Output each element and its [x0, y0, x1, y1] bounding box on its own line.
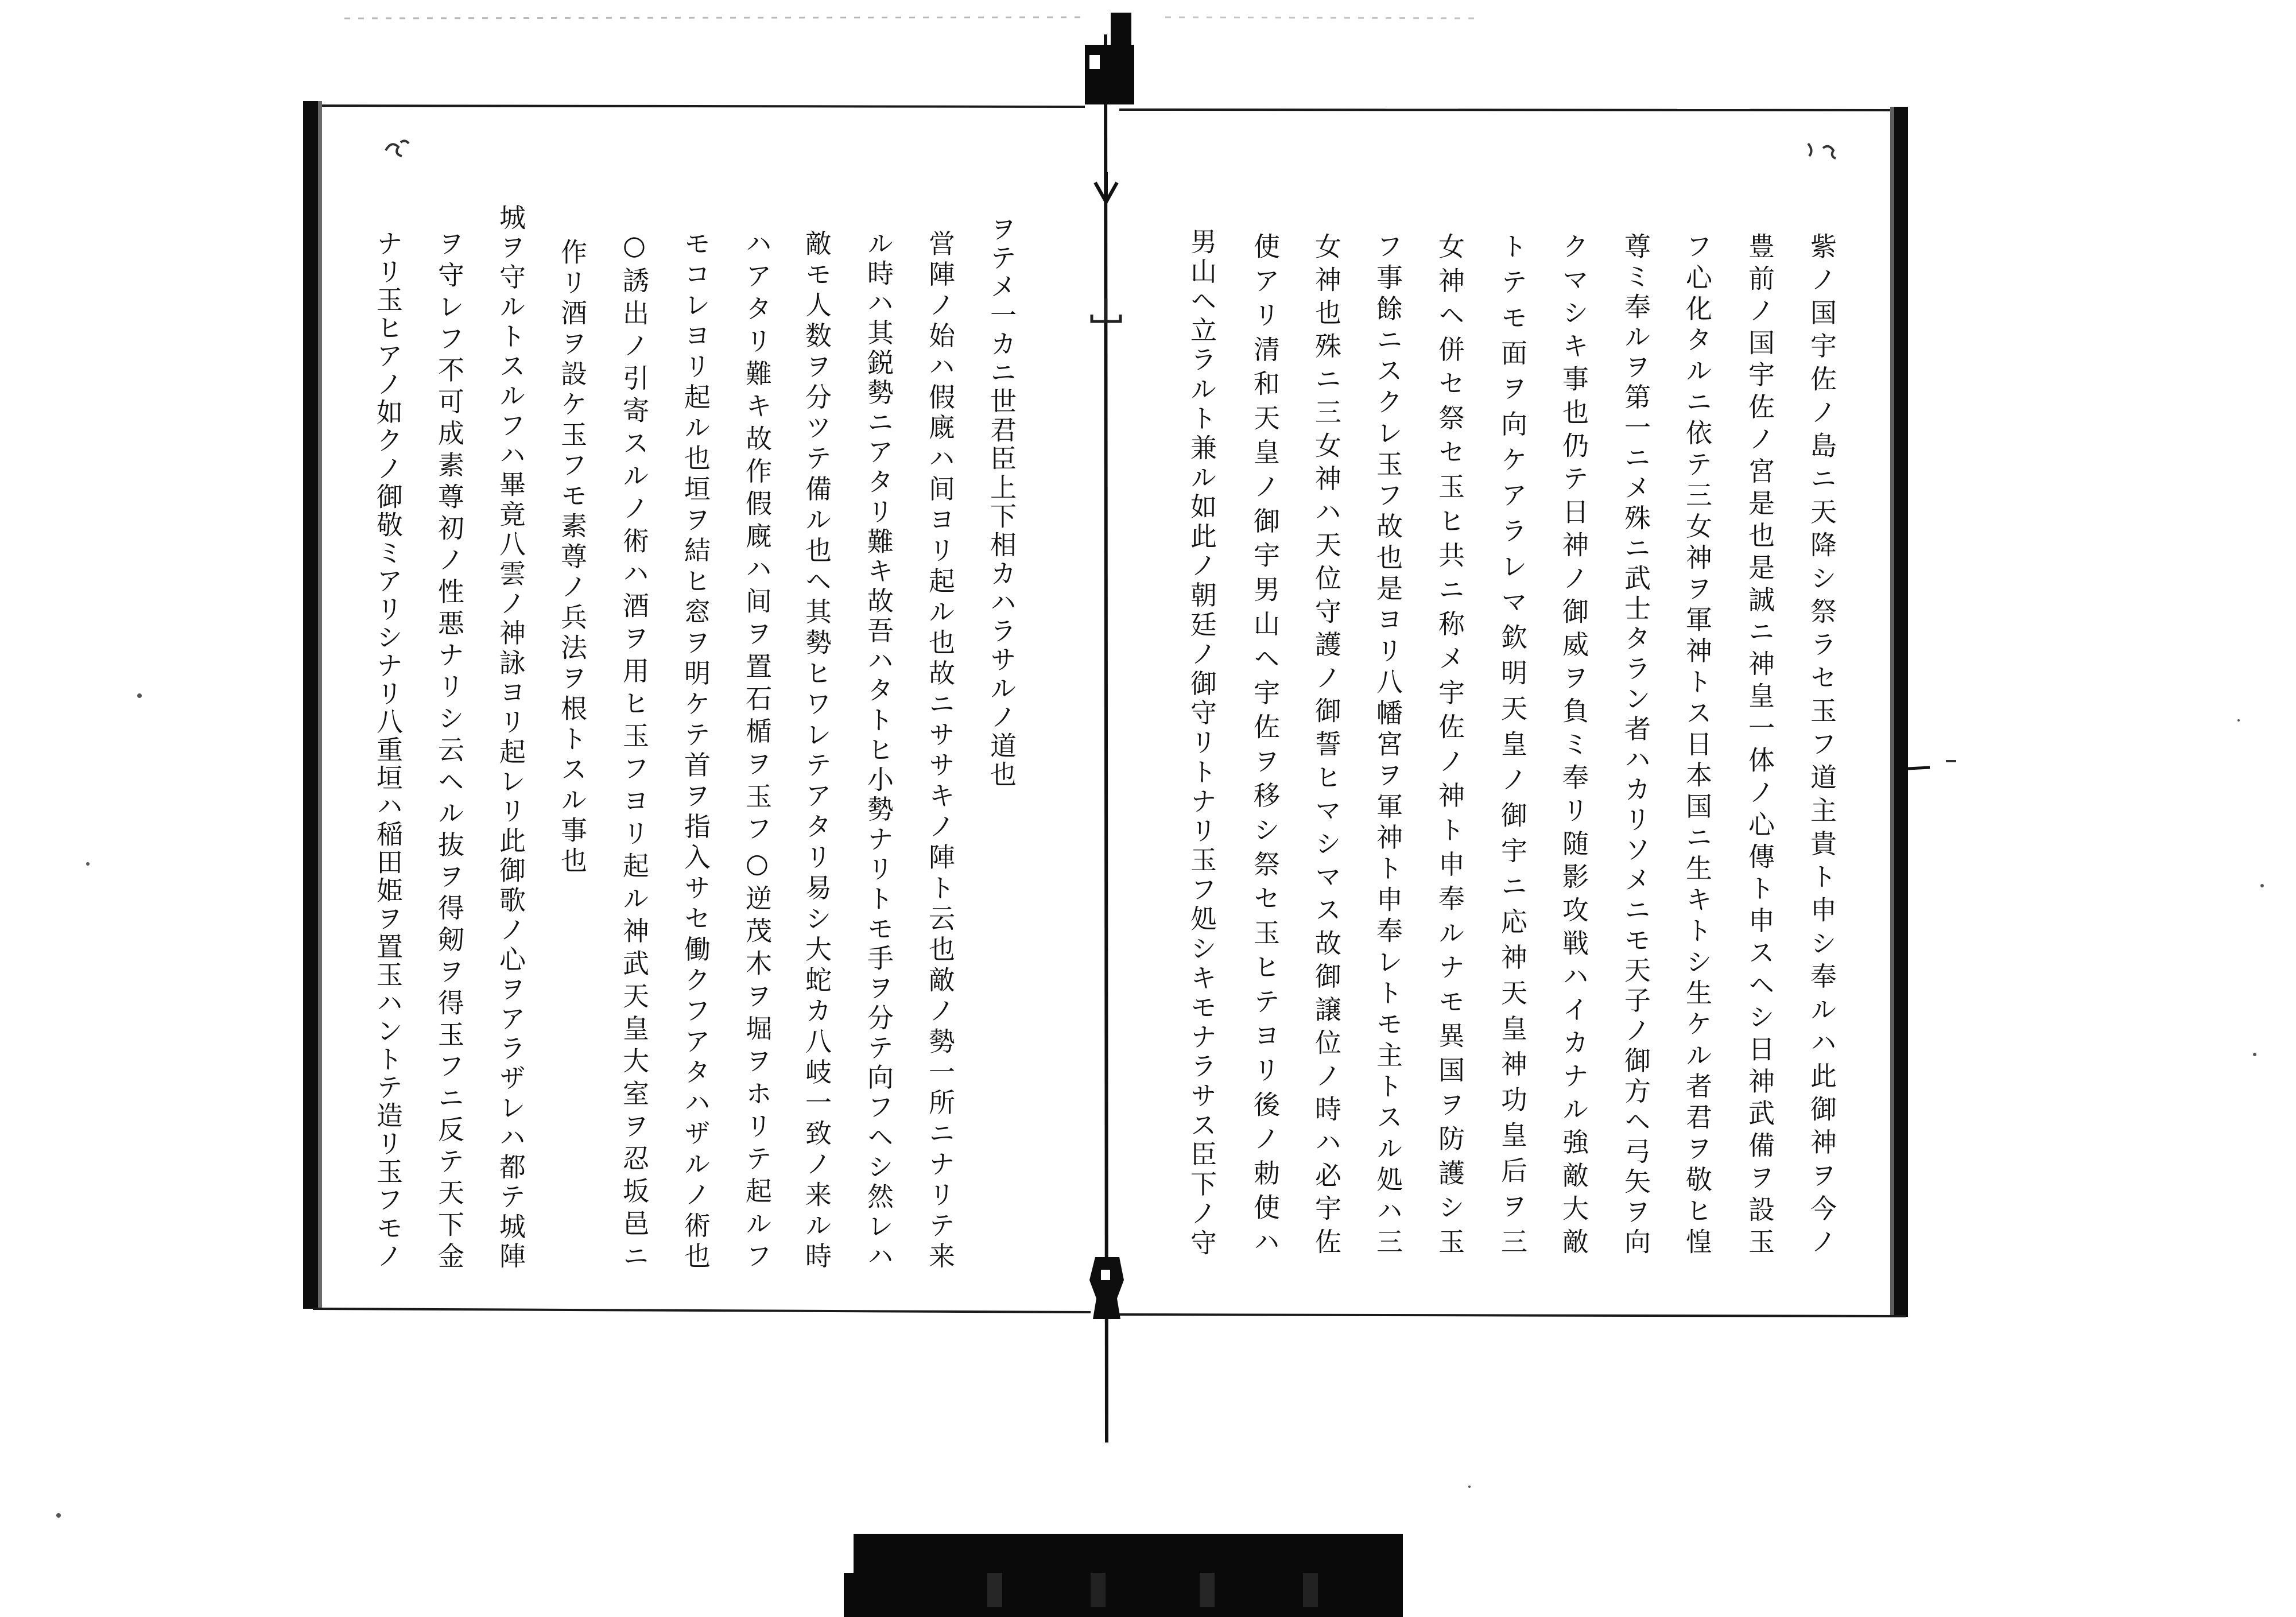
text-column: ナリ玉ヒアノ如クノ御敬ミアリシナリ八重垣ハ稲田姫ヲ置玉ハントテ造リ玉フモノ	[373, 230, 404, 1269]
top-scan-edge-right	[1165, 17, 1481, 18]
top-scan-edge-left	[344, 17, 1085, 18]
right-page-bottom-edge	[1119, 1314, 1906, 1316]
text-column: ヲテメ一カニ世君臣上下相カハラサルノ道也	[986, 215, 1017, 789]
fore-edge-tick	[1908, 767, 1930, 769]
text-column: 営陣ノ始ハ假廐ハ间ヨリ起ル也故ニササキノ陣ト云也敵ノ勢一所ニナリテ来	[925, 230, 956, 1269]
text-column: 女神ヘ併セ祭セ玉ヒ共ニ称メ宇佐ノ神ト申奉ルナモ異国ヲ防護シ玉	[1434, 232, 1465, 1254]
text-column: 敵モ人数ヲ分ツテ備ル也ヘ其勢ヒワレテアタリ易シ大蛇カ八岐一致ノ来ル時	[801, 230, 832, 1269]
text-column: 紫ノ国宇佐ノ島ニ天降シ祭ラセ玉フ道主貴ト申シ奉ルハ此御神ヲ今ノ	[1806, 232, 1837, 1255]
left-page-bottom-edge	[313, 1309, 1091, 1312]
text-column: 女神也殊ニ三女神ハ天位守護ノ御誓ヒマシマス故御譲位ノ時ハ必宇佐	[1311, 232, 1342, 1255]
spine-tab	[1085, 45, 1134, 104]
text-column: ○誘出ノ引寄スルノ術ハ酒ヲ用ヒ玉フヨリ起ル神武天皇大室ヲ忍坂邑ニ	[619, 230, 650, 1269]
text-column: 城ヲ守ルトスルフハ畢竟八雲ノ神詠ヨリ起レリ此御歌ノ心ヲアラザレハ都テ城陣	[495, 204, 526, 1269]
text-column: トテモ面ヲ向ケアラレマ欽明天皇ノ御宇ニ応神天皇神功皇后ヲ三	[1497, 232, 1528, 1255]
text-column: ハアタリ難キ故作假廐ハ间ヲ置石楯ヲ玉フ○逆茂木ヲ堀ヲホリテ起ルフ	[742, 230, 773, 1269]
text-column: 男山ヘ立ラルト兼ル如此ノ朝廷ノ御守リトナリ玉フ処シキモナラサス臣下ノ守	[1186, 228, 1217, 1255]
right-page	[1122, 110, 1891, 1313]
left-page-binding-edge	[303, 101, 318, 1309]
text-column: モコレヨリ起ル也垣ヲ結ヒ窓ヲ明ケテ首ヲ指入サセ働クフアタハザルノ術也	[680, 230, 711, 1269]
text-column: フ事餘ニスクレ玉フ故也是ヨリ八幡宮ヲ軍神ト申奉レトモ主トスル処ハ三	[1372, 232, 1403, 1254]
text-column: ヲ守レフ不可成素尊初ノ性悪ナリシ云ヘル抜ヲ得剱ヲ得玉フニ反テ天下金	[434, 230, 465, 1269]
text-column: フ心化タルニ依テ三女神ヲ軍神トス日本国ニ生キトシ生ケル者君ヲ敬ヒ惶	[1682, 232, 1713, 1254]
text-column: クマシキ事也仍テ日神ノ御威ヲ負ミ奉リ随影攻戦ハイカナル強敵大敵	[1558, 232, 1589, 1254]
text-column: 使アリ清和天皇ノ御宇男山ヘ宇佐ヲ移シ祭セ玉ヒテヨリ後ノ勅使ハ	[1250, 232, 1281, 1254]
text-column: 尊ミ奉ルヲ第一ニメ殊ニ武士タラン者ハカリソメニモ天子ノ御方ヘ弓矢ヲ向	[1620, 232, 1651, 1254]
text-column: 作リ酒ヲ設ケ玉フモ素尊ノ兵法ヲ根トスル事也	[557, 238, 588, 877]
text-column: ル時ハ其鋭勢ニアタリ難キ故吾ハタトヒ小勢ナリトモ手ヲ分テ向フヘシ然レハ	[863, 230, 894, 1269]
spine-line	[1106, 34, 1107, 1442]
archive-label-bar	[844, 1534, 1403, 1617]
text-column: 豊前ノ国宇佐ノ宮是也是誠ニ神皇一体ノ心傳ト申スヘシ日神武備ヲ設玉	[1744, 232, 1775, 1254]
right-page-fore-edge	[1894, 107, 1908, 1317]
left-page	[321, 106, 1102, 1306]
